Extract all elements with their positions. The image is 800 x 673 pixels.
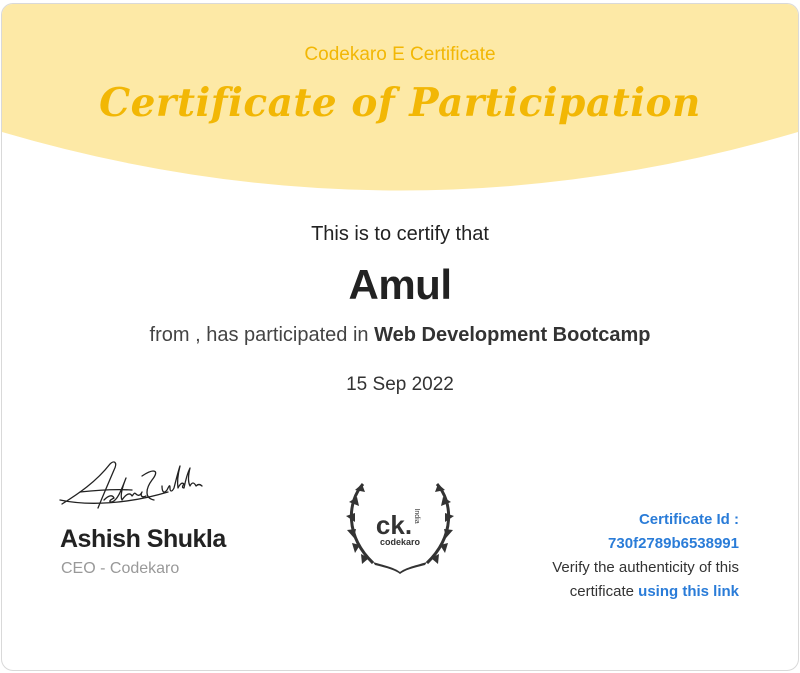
brand-heading: Codekaro E Certificate [304, 44, 496, 65]
certificate-id-value: 730f2789b6538991 [608, 535, 739, 552]
course-name: Web Development Bootcamp [374, 324, 651, 346]
certify-text: This is to certify that [311, 223, 489, 245]
certificate-card [1, 3, 799, 671]
logo-brand: codekaro [379, 537, 421, 547]
participation-prefix: from , has participated in [149, 324, 369, 346]
participation-line [2, 324, 798, 347]
signature-image [58, 454, 206, 516]
certificate-date: 15 Sep 2022 [346, 374, 454, 395]
verify-text: Verify the authenticity of this certificate [552, 559, 739, 600]
certificate-id-label: Certificate Id : [638, 511, 739, 528]
logo-mark: ck. [375, 510, 413, 540]
logo-country: India [413, 508, 420, 524]
recipient-name: Amul [348, 261, 452, 308]
signatory-role: CEO - Codekaro [61, 560, 180, 577]
signatory-name: Ashish Shukla [60, 525, 226, 553]
certificate-title: Certificate of Participation [99, 80, 701, 126]
verify-link[interactable]: using this link [638, 583, 739, 600]
codekaro-laurel-logo [337, 466, 463, 574]
verification-block [539, 508, 739, 604]
verify-paragraph [539, 556, 739, 604]
